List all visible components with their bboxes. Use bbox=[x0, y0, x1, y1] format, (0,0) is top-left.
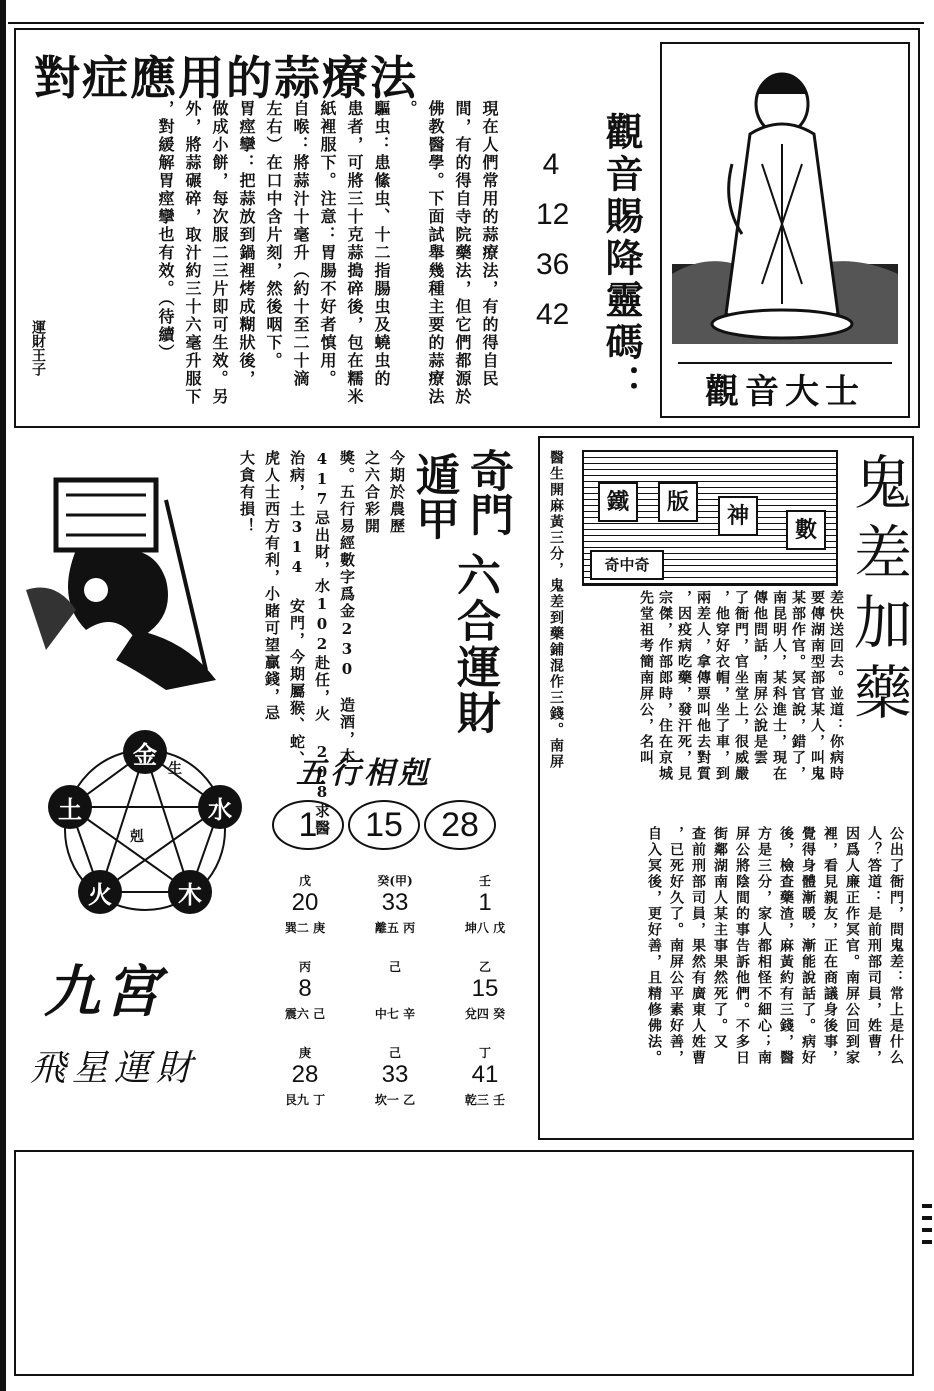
sheng-label: 生 bbox=[168, 761, 182, 777]
article-signature: 運財王子 bbox=[30, 320, 46, 376]
text-column: ，他穿好衣帽，坐了車，到 bbox=[714, 590, 730, 782]
element-fire: 火 bbox=[78, 870, 122, 914]
text-column: 做成小餅，每次服二三片即可生效。另 bbox=[210, 100, 229, 406]
cell-stem: 丁 bbox=[478, 1046, 491, 1060]
jiugong-title: 九宮 bbox=[44, 959, 164, 1025]
guanyin-image-frame bbox=[660, 42, 910, 418]
cell-palace: 離五 丙 bbox=[374, 921, 416, 935]
jiugong-subtitle: 飛星運財 bbox=[30, 1048, 199, 1089]
guanyin-number: 36 bbox=[536, 248, 570, 281]
cell-number: 20 bbox=[291, 889, 319, 916]
cell-palace: 震六 己 bbox=[284, 1007, 326, 1021]
cell-palace: 坎一 乙 bbox=[374, 1093, 416, 1107]
cell-number: 8 bbox=[298, 975, 312, 1002]
text-column: 公出了衙門，問鬼差：常上是什么 bbox=[888, 826, 904, 1066]
text-column: 虎人士西方有利，小賭可望贏錢，忌 bbox=[263, 450, 281, 722]
wuxing-number-circle: 28 bbox=[424, 800, 496, 850]
warrior-illustration-icon bbox=[16, 470, 236, 700]
jiugong-cell bbox=[350, 1044, 440, 1130]
text-column: ，因疫病吃藥，發汗死，見 bbox=[676, 590, 692, 782]
cell-stem: 癸(甲) bbox=[377, 874, 413, 888]
text-column: 屏公將陰間的事告訴他們。不多日 bbox=[734, 826, 750, 1066]
text-column: 自喉：將蒜汁十毫升（約十至二十滴 bbox=[291, 100, 310, 388]
bottom-empty-box bbox=[14, 1150, 914, 1376]
jiugong-cell bbox=[440, 1044, 530, 1130]
element-water: 水 bbox=[198, 785, 242, 829]
text-column: 方是三分，家人都相怪不細心；南 bbox=[756, 826, 772, 1066]
cell-palace: 艮九 丁 bbox=[284, 1093, 326, 1107]
text-column: 治病，土314 安門，今期屬猴、蛇、 bbox=[288, 450, 306, 768]
text-column: 今期於農歷 bbox=[388, 450, 406, 535]
cell-number: 33 bbox=[381, 889, 409, 916]
right-edge-marks bbox=[922, 1196, 932, 1244]
text-column: 大貪有損！ bbox=[238, 450, 256, 535]
text-column: 。 bbox=[399, 100, 418, 118]
guanyin-numbers bbox=[536, 140, 570, 340]
guanyin-number: 42 bbox=[536, 298, 570, 331]
guanyin-caption: 觀音大士 bbox=[678, 362, 892, 408]
qimen-title-c: 六合運財 bbox=[449, 552, 500, 736]
wuxing-numbers bbox=[272, 800, 496, 850]
cell-stem: 乙 bbox=[478, 960, 491, 974]
cell-palace: 兌四 癸 bbox=[464, 1007, 506, 1021]
text-column: 紙裡服下。注意：胃腸不好者慎用。 bbox=[318, 100, 337, 388]
text-column: 因爲人廉正作冥官。南屏公回到家 bbox=[844, 826, 860, 1066]
jiugong-cell bbox=[440, 872, 530, 958]
banner-char: 神 bbox=[718, 496, 758, 536]
cell-stem: 庚 bbox=[298, 1046, 311, 1060]
banner-char: 版 bbox=[658, 482, 698, 522]
text-column: 南昆明人，某科進士，現在 bbox=[771, 590, 787, 782]
text-column: 兩差人，拿傳票叫他去對質 bbox=[695, 590, 711, 782]
ke-label: 剋 bbox=[130, 829, 144, 845]
jiugong-grid bbox=[260, 872, 530, 1128]
text-column: 某部作官。冥官說，錯了， bbox=[790, 590, 806, 782]
cell-palace: 乾三 壬 bbox=[464, 1093, 506, 1107]
text-column: 外，將蒜碾碎，取汁約三十六毫升服下 bbox=[183, 100, 202, 406]
wuxing-title: 五行相剋 bbox=[296, 756, 432, 791]
text-column: 宗傑，作部郎時，住在京城 bbox=[657, 590, 673, 782]
ghost-body-bottom bbox=[548, 826, 904, 1132]
text-column: 醫生開麻黃三分，鬼差到藥鋪混作三錢。南屏 bbox=[548, 450, 564, 770]
text-column: 現在人們常用的蒜療法，有的得自民 bbox=[480, 100, 499, 388]
banner-label: 奇中奇 bbox=[590, 550, 664, 580]
cell-stem: 己 bbox=[388, 960, 401, 974]
element-metal: 金 bbox=[123, 730, 167, 774]
qimen-title-a: 奇門 bbox=[462, 448, 513, 536]
text-column: 覺得身體漸暖，漸能說話了。病好 bbox=[800, 826, 816, 1066]
cell-stem: 戊 bbox=[298, 874, 311, 888]
jiugong-cell bbox=[350, 872, 440, 958]
text-column: 417忌出財，水102赴任，火 208求醫 bbox=[313, 450, 331, 837]
cell-stem: 己 bbox=[388, 1046, 401, 1060]
text-column: 要傳湖南型部官某人，叫鬼 bbox=[809, 590, 825, 782]
guanyin-figure-icon bbox=[662, 44, 908, 354]
cell-number: 15 bbox=[471, 975, 499, 1002]
text-column: 之六合彩開 bbox=[363, 450, 381, 535]
jiugong-cell bbox=[440, 958, 530, 1044]
cell-number: 41 bbox=[471, 1061, 499, 1088]
jiugong-cell bbox=[260, 1044, 350, 1130]
cell-palace: 中七 辛 bbox=[374, 1007, 416, 1021]
element-wood: 木 bbox=[168, 870, 212, 914]
text-column: 傳他問話，南屏公說是雲 bbox=[752, 590, 768, 766]
ghost-body-mid bbox=[548, 590, 844, 820]
cell-number: 33 bbox=[381, 1061, 409, 1088]
cell-number: 1 bbox=[478, 889, 492, 916]
text-column: 人？答道：是前刑部司員，姓曹， bbox=[866, 826, 882, 1066]
text-column: 驅虫：患絛虫、十二指腸虫及蟯虫的 bbox=[372, 100, 391, 388]
cell-palace: 坤八 戊 bbox=[464, 921, 506, 935]
banner-char: 數 bbox=[786, 510, 826, 550]
guanyin-number: 12 bbox=[536, 198, 570, 231]
ghost-title: 鬼差加藥 bbox=[844, 452, 912, 732]
text-column: 了衙門，官坐堂上，很威嚴 bbox=[733, 590, 749, 782]
headline: 對症應用的蒜療法 bbox=[34, 51, 418, 105]
text-column: 後，檢查藥渣，麻黃約有三錢，醫 bbox=[778, 826, 794, 1066]
text-column: 街鄰湖南人某主事果然死了。又 bbox=[712, 826, 728, 1050]
text-column: 佛教醫學。下面試舉幾種主要的蒜療法 bbox=[426, 100, 445, 406]
text-column: ，已死好久了。南屏公平素好善， bbox=[668, 826, 684, 1066]
wuxing-number-circle: 1 bbox=[272, 800, 344, 850]
jiugong-cell bbox=[260, 958, 350, 1044]
text-column: 左右）在口中含片刻，然後咽下。 bbox=[264, 100, 283, 370]
cell-stem: 丙 bbox=[298, 960, 311, 974]
cell-number: 28 bbox=[291, 1061, 319, 1088]
wuxing-diagram bbox=[40, 722, 250, 932]
element-earth: 土 bbox=[48, 785, 92, 829]
cell-palace: 巽二 庚 bbox=[284, 921, 326, 935]
text-column: 間，有的得自寺院藥法，但它們都源於 bbox=[453, 100, 472, 406]
text-column: 胃痙攣：把蒜放到鍋裡烤成糊狀後， bbox=[237, 100, 256, 388]
top-rule bbox=[8, 22, 924, 24]
wuxing-number-circle: 15 bbox=[348, 800, 420, 850]
guanyin-title: 觀音賜降靈碼： bbox=[599, 112, 643, 406]
qimen-title-b: 遁甲 bbox=[408, 452, 459, 540]
text-column: 自入冥後，更好善，且精修佛法。 bbox=[646, 826, 662, 1066]
text-column: 獎。五行易經數字爲金230 造酒，木 bbox=[338, 450, 356, 765]
text-column: 患者，可將三十克蒜搗碎後，包在糯米 bbox=[345, 100, 364, 406]
jiugong-cell bbox=[350, 958, 440, 1044]
guanyin-number: 4 bbox=[542, 148, 560, 181]
text-column: 差快送回去。並道：你病時 bbox=[828, 590, 844, 782]
left-edge bbox=[0, 0, 6, 1391]
cell-stem: 壬 bbox=[478, 874, 491, 888]
text-column: 查前刑部司員，果然有廣東人姓曹 bbox=[690, 826, 706, 1066]
jiugong-cell bbox=[260, 872, 350, 958]
banner-char: 鐵 bbox=[598, 482, 638, 522]
cell-number bbox=[350, 975, 440, 1005]
text-column: 裡，看見親友，正在商議身後事， bbox=[822, 826, 838, 1066]
article-body bbox=[28, 100, 498, 420]
text-column: ，對緩解胃痙攣也有效。（待續） bbox=[156, 100, 175, 362]
text-column: 先堂祖考簡南屏公，名叫 bbox=[638, 590, 654, 766]
